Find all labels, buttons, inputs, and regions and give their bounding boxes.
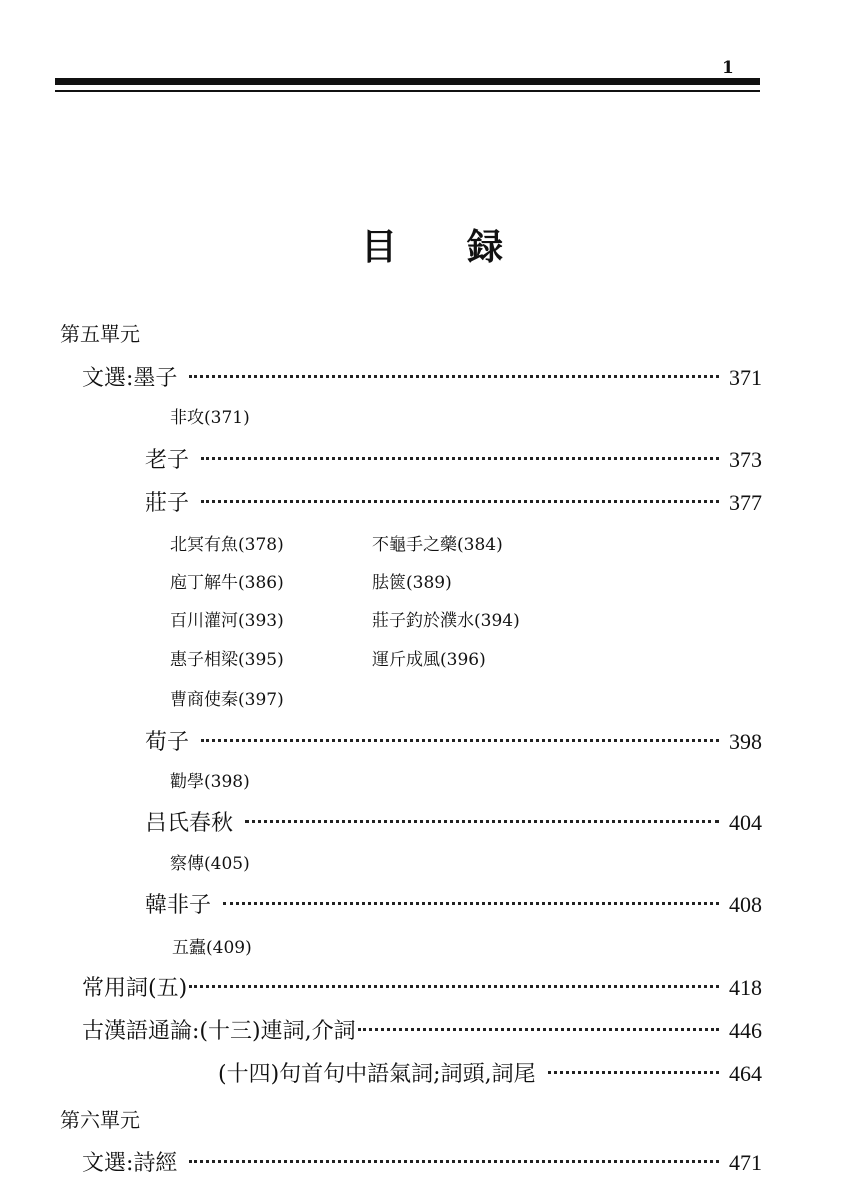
entry-page: 408 — [729, 892, 762, 917]
toc-title: 目録 — [360, 226, 573, 268]
sub-entry[interactable]: 惠子相梁(395) — [170, 650, 284, 670]
sub-entry[interactable]: 庖丁解牛(386) — [170, 573, 284, 593]
entry-label: (十四)句首句中語氣詞;詞頭,詞尾 — [218, 1062, 536, 1087]
entry-label: 老子 — [145, 448, 190, 473]
unit-heading: 第五單元 — [60, 322, 140, 346]
sub-entry[interactable]: 莊子釣於濮水(394) — [372, 611, 520, 631]
toc-entry-changyongci[interactable] — [82, 973, 762, 1003]
leader-dots — [548, 1071, 719, 1074]
header-rule-thin — [55, 90, 760, 92]
sub-entry[interactable]: 不龜手之藥(384) — [372, 535, 503, 555]
entry-label: 吕氏春秋 — [145, 811, 234, 836]
entry-label: 莊子 — [145, 491, 190, 516]
leader-dots — [223, 902, 719, 905]
entry-label: 荀子 — [145, 730, 190, 755]
sub-entry[interactable]: 北冥有魚(378) — [170, 535, 284, 555]
sub-entry[interactable]: 非攻(371) — [170, 408, 250, 428]
entry-page: 377 — [729, 490, 762, 515]
sub-entry[interactable]: 五蠹(409) — [172, 938, 252, 958]
toc-entry-xunzi[interactable] — [145, 727, 762, 757]
sub-entry[interactable]: 察傳(405) — [170, 854, 250, 874]
toc-entry-tonglun-13[interactable] — [82, 1016, 762, 1046]
sub-entry[interactable]: 運斤成風(396) — [372, 650, 486, 670]
sub-entry[interactable]: 胠篋(389) — [372, 573, 452, 593]
leader-dots — [201, 739, 719, 742]
leader-dots — [189, 1160, 719, 1163]
toc-entry-lushi-chunqiu[interactable] — [145, 808, 762, 838]
entry-label: 文選:詩經 — [82, 1151, 178, 1176]
sub-entry[interactable]: 百川灌河(393) — [170, 611, 284, 631]
entry-label: 常用詞(五) — [82, 976, 188, 1001]
entry-page: 418 — [729, 975, 762, 1000]
leader-dots — [201, 500, 719, 503]
entry-page: 371 — [729, 365, 762, 390]
sub-entry[interactable]: 曹商使秦(397) — [170, 690, 284, 710]
unit-heading: 第六單元 — [60, 1108, 140, 1132]
toc-entry-wenxuan-shijing[interactable] — [82, 1148, 762, 1178]
toc-entry-wenxuan-mozi[interactable] — [82, 363, 762, 393]
leader-dots — [189, 985, 719, 988]
sub-entry[interactable]: 勸學(398) — [170, 772, 250, 792]
entry-page: 404 — [729, 810, 762, 835]
leader-dots — [201, 457, 719, 460]
entry-page: 446 — [729, 1018, 762, 1043]
entry-page: 471 — [729, 1150, 762, 1175]
leader-dots — [358, 1028, 719, 1031]
entry-page: 398 — [729, 729, 762, 754]
toc-entry-zhuangzi[interactable] — [145, 488, 762, 518]
header-rule-thick — [55, 78, 760, 85]
entry-page: 464 — [729, 1061, 762, 1086]
entry-label: 文選:墨子 — [82, 366, 178, 391]
page-number: 1 — [722, 58, 734, 78]
toc-entry-tonglun-14[interactable] — [218, 1059, 762, 1089]
leader-dots — [189, 375, 719, 378]
entry-label: 古漢語通論:(十三)連詞,介詞 — [82, 1019, 356, 1044]
entry-label: 韓非子 — [145, 893, 212, 918]
toc-entry-hanfeizi[interactable] — [145, 890, 762, 920]
entry-page: 373 — [729, 447, 762, 472]
leader-dots — [245, 820, 719, 823]
toc-entry-laozi[interactable] — [145, 445, 762, 475]
